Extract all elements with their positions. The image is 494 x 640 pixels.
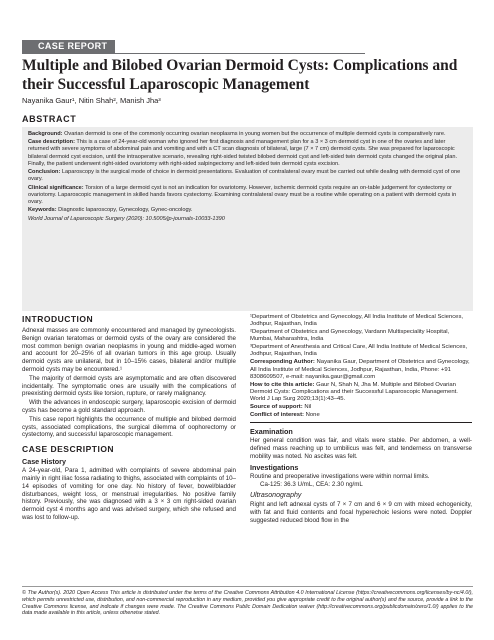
abstract-clinical	[28, 185, 467, 206]
clinical-text: Torsion of a large dermoid cyst is not an indication for ovariotomy. However, ischemic dermoid cysts require an on-table judgement for cystectomy or ovariotomy. Laparoscopic management in skilled hands favors cystectomy. Examining contralateral ovary must be a routine while operating on a patient with dermoid cysts in ovary.	[28, 184, 457, 205]
conclusion-label: Conclusion:	[28, 169, 61, 176]
corresponding-label: Corresponding Author:	[250, 359, 315, 366]
abstract-citation: World Journal of Laparoscopic Surgery (2020): 10.5005/jp-journals-10033-1390	[28, 215, 225, 222]
keywords-label: Keywords:	[28, 207, 57, 214]
corresponding-text: Nayanika Gaur, Department of Obstetrics and Gynecology, All India Institute of Medical Sciences, Jodhpur, Rajasthan, India, Phone: +91 8308609507, e-mail: nayanika.gaur@gmail.com	[250, 359, 470, 380]
ultrasonography-heading: Ultrasonography	[250, 492, 302, 500]
keywords-text: Diagnostic laparoscopy, Gynecology, Gynec-oncology.	[58, 207, 193, 214]
case-label: Case description:	[28, 139, 75, 146]
affiliation-divider	[250, 422, 472, 423]
author-list: Nayanika Gaur¹, Nitin Shah², Manish Jha³	[22, 96, 161, 105]
investigations-paragraph: Routine and preoperative investigations were within normal limits.	[250, 472, 430, 480]
case-text: This is a case of 24-year-old woman who ignored her first diagnosis and management plan for a 3 × 3 cm dermoid cyst in one of the ovaries and later returned with severe symptoms of abdominal pain and vomiting and with a CT scan diagnosis of bilateral, large (7 × 7 cm) dermoid cysts. She was prepared for laparoscopic bilateral dermoid cyst excision, until the intraoperative scenario, revealing right-sided twisted bilobed dermoid cyst and left-sided twin dermoid cysts changed the original plan. Finally, the patient underwent right-sided ovariotomy with right-sided salpingectomy and left-sided twin dermoid cysts excision.	[28, 139, 458, 167]
tumor-markers: Ca-125: 36.3 U/mL, CEA: 2.30 ng/mL	[260, 481, 363, 489]
conflict-label: Conflict of interest:	[250, 411, 304, 418]
clinical-label: Clinical significance:	[28, 184, 84, 191]
abstract-conclusion	[28, 169, 467, 183]
abstract-background	[28, 131, 467, 138]
right-column	[250, 314, 472, 526]
examination-paragraph: Her general condition was fair, and vitals were stable. Per abdomen, a well-defined mass reaching up to umbilicus was felt, and tenderness on transverse mobility was noted. No ascites was felt.	[250, 437, 472, 460]
conclusion-text: Laparoscopy is the surgical mode of choice in dermoid presentations. Evaluation of contralateral ovary must be carried out while dealing with dermoid cyst of one ovary.	[28, 169, 461, 183]
article-title: Multiple and Bilobed Ovarian Dermoid Cysts: Complications and their Successful Laparoscopic Management	[22, 57, 458, 93]
case-description-heading: CASE DESCRIPTION	[22, 444, 115, 455]
abstract-keywords	[28, 207, 467, 214]
examination-heading: Examination	[250, 427, 293, 437]
cite-text: Gaur N, Shah N, Jha M. Multiple and Bilobed Ovarian Dermoid Cysts: Complications and their Successful Laparoscopic Management. World J Lap Surg 2020;13(1):43–45.	[250, 381, 458, 403]
abstract-box	[22, 127, 473, 311]
abstract-case	[28, 139, 467, 167]
cite-label: How to cite this article:	[250, 381, 315, 388]
intro-paragraph-3: With the advances in endoscopic surgery, laparoscopic excision of dermoid cysts has become a gold standard approach.	[22, 399, 236, 414]
investigations-heading: Investigations	[250, 462, 299, 472]
case-history-paragraph: A 24-year-old, Para 1, admitted with complaints of severe abdominal pain mainly in right iliac fossa radiating to thighs, associated with complaints of 10–14 episodes of vomiting for one day. No history of fever, bowel/bladder disturbances, weight loss, or menstrual irregularities. No positive family history. Previously, she was diagnosed with a 3 × 3 cm right-sided ovarian dermoid cyst 4 months ago and was advised surgery, which she refused and was lost to follow-up.	[22, 467, 236, 521]
affiliation-1: ¹Department of Obstetrics and Gynecology, All India Institute of Medical Sciences, Jodhpur, Rajasthan, India	[250, 314, 464, 328]
corresponding-author	[250, 359, 472, 381]
abstract-heading: ABSTRACT	[22, 114, 77, 124]
support-label: Source of support:	[250, 404, 303, 411]
affiliation-3: ³Department of Anesthesia and Critical Care, All India Institute of Medical Sciences, Jodhpur, Rajasthan, India	[250, 344, 468, 358]
support-text: Nil	[304, 404, 312, 411]
conflict-of-interest	[250, 412, 472, 419]
intro-paragraph-4: This case report highlights the occurrence of multiple and bilobed dermoid cysts, associated complications, the surgical dilemma of oophorectomy or cystectomy, and successful laparoscopic management.	[22, 415, 236, 439]
background-label: Background:	[28, 131, 63, 137]
left-column	[22, 314, 236, 523]
intro-paragraph-2: The majority of dermoid cysts are asymptomatic and are often discovered incidentally. The symptomatic ones are usually with the complications of preexisting dermoid cysts like torsion, rupture, or rarely malignancy.	[22, 374, 236, 398]
case-history-heading: Case History	[22, 457, 66, 467]
background-text: Ovarian dermoid is one of the commonly occurring ovarian neoplasms in young women but the occurrence of multiple dermoid cysts is comparatively rare.	[64, 131, 446, 137]
ultrasonography-paragraph: Right and left adnexal cysts of 7 × 7 cm and 6 × 9 cm with mixed echogenicity, with fat and fluid contents and focal hyperechoic lesions were noted. Doppler suggested reduced blood flow in the	[250, 501, 472, 524]
introduction-heading: INTRODUCTION	[22, 314, 94, 324]
source-of-support	[250, 404, 472, 411]
report-type-label: CASE REPORT	[22, 40, 115, 53]
license-footer: © The Author(s). 2020 Open Access This article is distributed under the terms of the Creative Commons Attribution 4.0 International License (https://creativecommons.org/licenses/by-nc/4.0/), which permits unrestricted use, distribution, and non-commercial reproduction in any medium, provided you give appropriate credit to the original author(s) and the source, provide a link to the Creative Commons license, and indicate if changes were made. The Creative Commons Public Domain Dedication waiver (http://creativecommons.org/publicdomain/zero/1.0/) applies to the data made available in this article, unless otherwise stated.	[22, 586, 473, 617]
affiliation-2: ²Department of Obstetrics and Gynecology, Vardann Multispeciality Hospital, Mumbai, Maharashtra, India	[250, 329, 450, 343]
conflict-text: None	[305, 411, 320, 418]
intro-paragraph-1: Adnexal masses are commonly encountered and managed by gynecologists. Benign ovarian teratomas or dermoid cysts of the ovary are considered the most common benign ovarian neoplasms in young and middle-aged women and account for 20–25% of all ovarian tumors in this age group. Usually dermoid cysts are unilateral, but in 10–15% cases, bilateral and/or multiple dermoid cysts may be encountered.¹	[22, 327, 236, 373]
how-to-cite	[250, 382, 472, 404]
